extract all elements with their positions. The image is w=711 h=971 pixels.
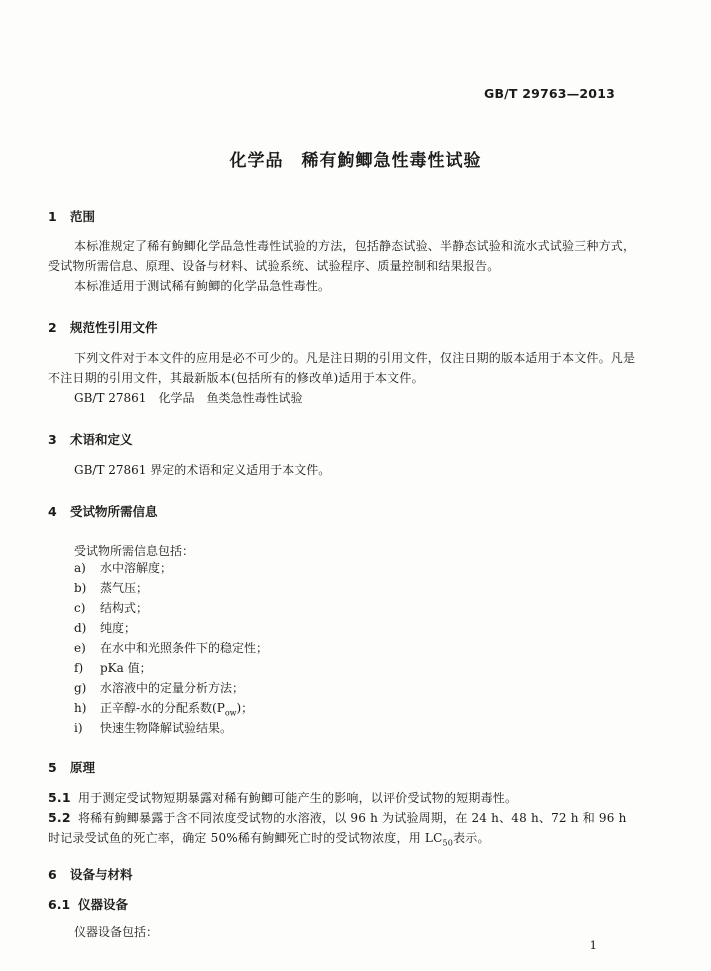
- section-title: 设备与材料: [70, 867, 133, 882]
- list-item-label: c): [74, 601, 86, 615]
- section-title: 规范性引用文件: [70, 320, 158, 335]
- page-number: 1: [589, 938, 597, 952]
- section-4-intro: 受试物所需信息包括：: [74, 544, 195, 558]
- list-item-text: pKa 值；: [100, 661, 152, 675]
- list-item: [74, 598, 148, 618]
- clause-number: [48, 810, 78, 825]
- list-item-text-tail: )；: [236, 701, 254, 715]
- list-item-label: b): [74, 581, 87, 595]
- section-6-heading: [48, 865, 133, 883]
- section-number: 3: [48, 432, 57, 447]
- document-title: 化学品 稀有鮈鲫急性毒性试验: [229, 151, 482, 171]
- subsection-6-1-intro: 仪器设备包括：: [74, 925, 159, 939]
- clause-text: 用于测定受试物短期暴露对稀有鮈鲫可能产生的影响，以评价受试物的短期毒性。: [78, 791, 518, 805]
- list-item-text: 水中溶解度；: [100, 561, 173, 575]
- clause-text-tail: 表示。: [453, 831, 490, 845]
- list-item-label: h): [74, 701, 87, 715]
- section-title: 范围: [70, 209, 96, 224]
- clause-number-text: 5.1: [48, 790, 71, 805]
- clause-5-2: [48, 808, 638, 853]
- list-item-text: 纯度；: [100, 621, 137, 635]
- list-item-text: 正辛醇-水的分配系数(P: [100, 701, 225, 715]
- clause-text: 将稀有鮈鲫暴露于含不同浓度受试物的水溶液，以 96 h 为试验周期，在 24 h、48 h、72 h 和 96 h 时记录受试鱼的死亡率，确定 50%稀有鮈鲫死亡时的受试物浓度，用 LC: [48, 811, 627, 845]
- list-item: [74, 578, 148, 598]
- normative-reference: GB/T 27861 化学品 鱼类急性毒性试验: [74, 391, 303, 405]
- list-item-text: 蒸气压；: [100, 581, 149, 595]
- clause-number-text: 5.2: [48, 810, 71, 825]
- section-3-paragraph-1: GB/T 27861 界定的术语和定义适用于本文件。: [74, 463, 331, 477]
- section-number: 6: [48, 867, 57, 882]
- clause-5-1: [48, 788, 638, 808]
- list-item-text: 结构式；: [100, 601, 149, 615]
- list-item-text: 快速生物降解试验结果。: [100, 721, 233, 735]
- list-item-label: d): [74, 621, 87, 635]
- section-1-paragraph-2: 本标准适用于测试稀有鮈鲫的化学品急性毒性。: [74, 279, 331, 293]
- list-item: [74, 718, 232, 738]
- list-item-text: 水溶液中的定量分析方法；: [100, 681, 245, 695]
- section-title: 术语和定义: [70, 432, 133, 447]
- subscript: 50: [442, 838, 454, 848]
- subsection-title: 仪器设备: [78, 897, 129, 912]
- section-3-heading: [48, 430, 133, 448]
- standard-number: GB/T 29763—2013: [483, 86, 615, 101]
- list-item-label: e): [74, 641, 86, 655]
- list-item-label: f): [74, 661, 84, 675]
- section-title: 受试物所需信息: [70, 504, 158, 519]
- section-4-heading: [48, 502, 158, 520]
- list-item: [74, 618, 136, 638]
- list-item: [74, 558, 172, 578]
- list-item: [74, 638, 268, 658]
- list-item-label: a): [74, 561, 86, 575]
- section-2-paragraph-1: 下列文件对于本文件的应用是必不可少的。凡是注日期的引用文件，仅注日期的版本适用于本文件。凡是不注日期的引用文件，其最新版本(包括所有的修改单)适用于本文件。: [48, 351, 636, 385]
- subsection-number: 6.1: [48, 897, 71, 912]
- list-item: [74, 678, 244, 698]
- section-number: 1: [48, 209, 57, 224]
- subscript: ow: [224, 708, 237, 718]
- section-number: 5: [48, 760, 57, 775]
- list-item-label: i): [74, 721, 83, 735]
- section-1-paragraph-1: 本标准规定了稀有鮈鲫化学品急性毒性试验的方法，包括静态试验、半静态试验和流水式试验三种方式，受试物所需信息、原理、设备与材料、试验系统、试验程序、质量控制和结果报告。: [48, 239, 636, 273]
- section-title: 原理: [70, 760, 96, 775]
- section-1-heading: [48, 207, 95, 225]
- subsection-6-1-heading: [48, 895, 128, 913]
- section-5-heading: [48, 758, 95, 776]
- section-2-heading: [48, 318, 158, 336]
- section-number: 2: [48, 320, 57, 335]
- list-item-text: 在水中和光照条件下的稳定性；: [100, 641, 269, 655]
- section-number: 4: [48, 504, 57, 519]
- list-item-label: g): [74, 681, 87, 695]
- clause-number: [48, 790, 78, 805]
- list-item: [74, 658, 152, 678]
